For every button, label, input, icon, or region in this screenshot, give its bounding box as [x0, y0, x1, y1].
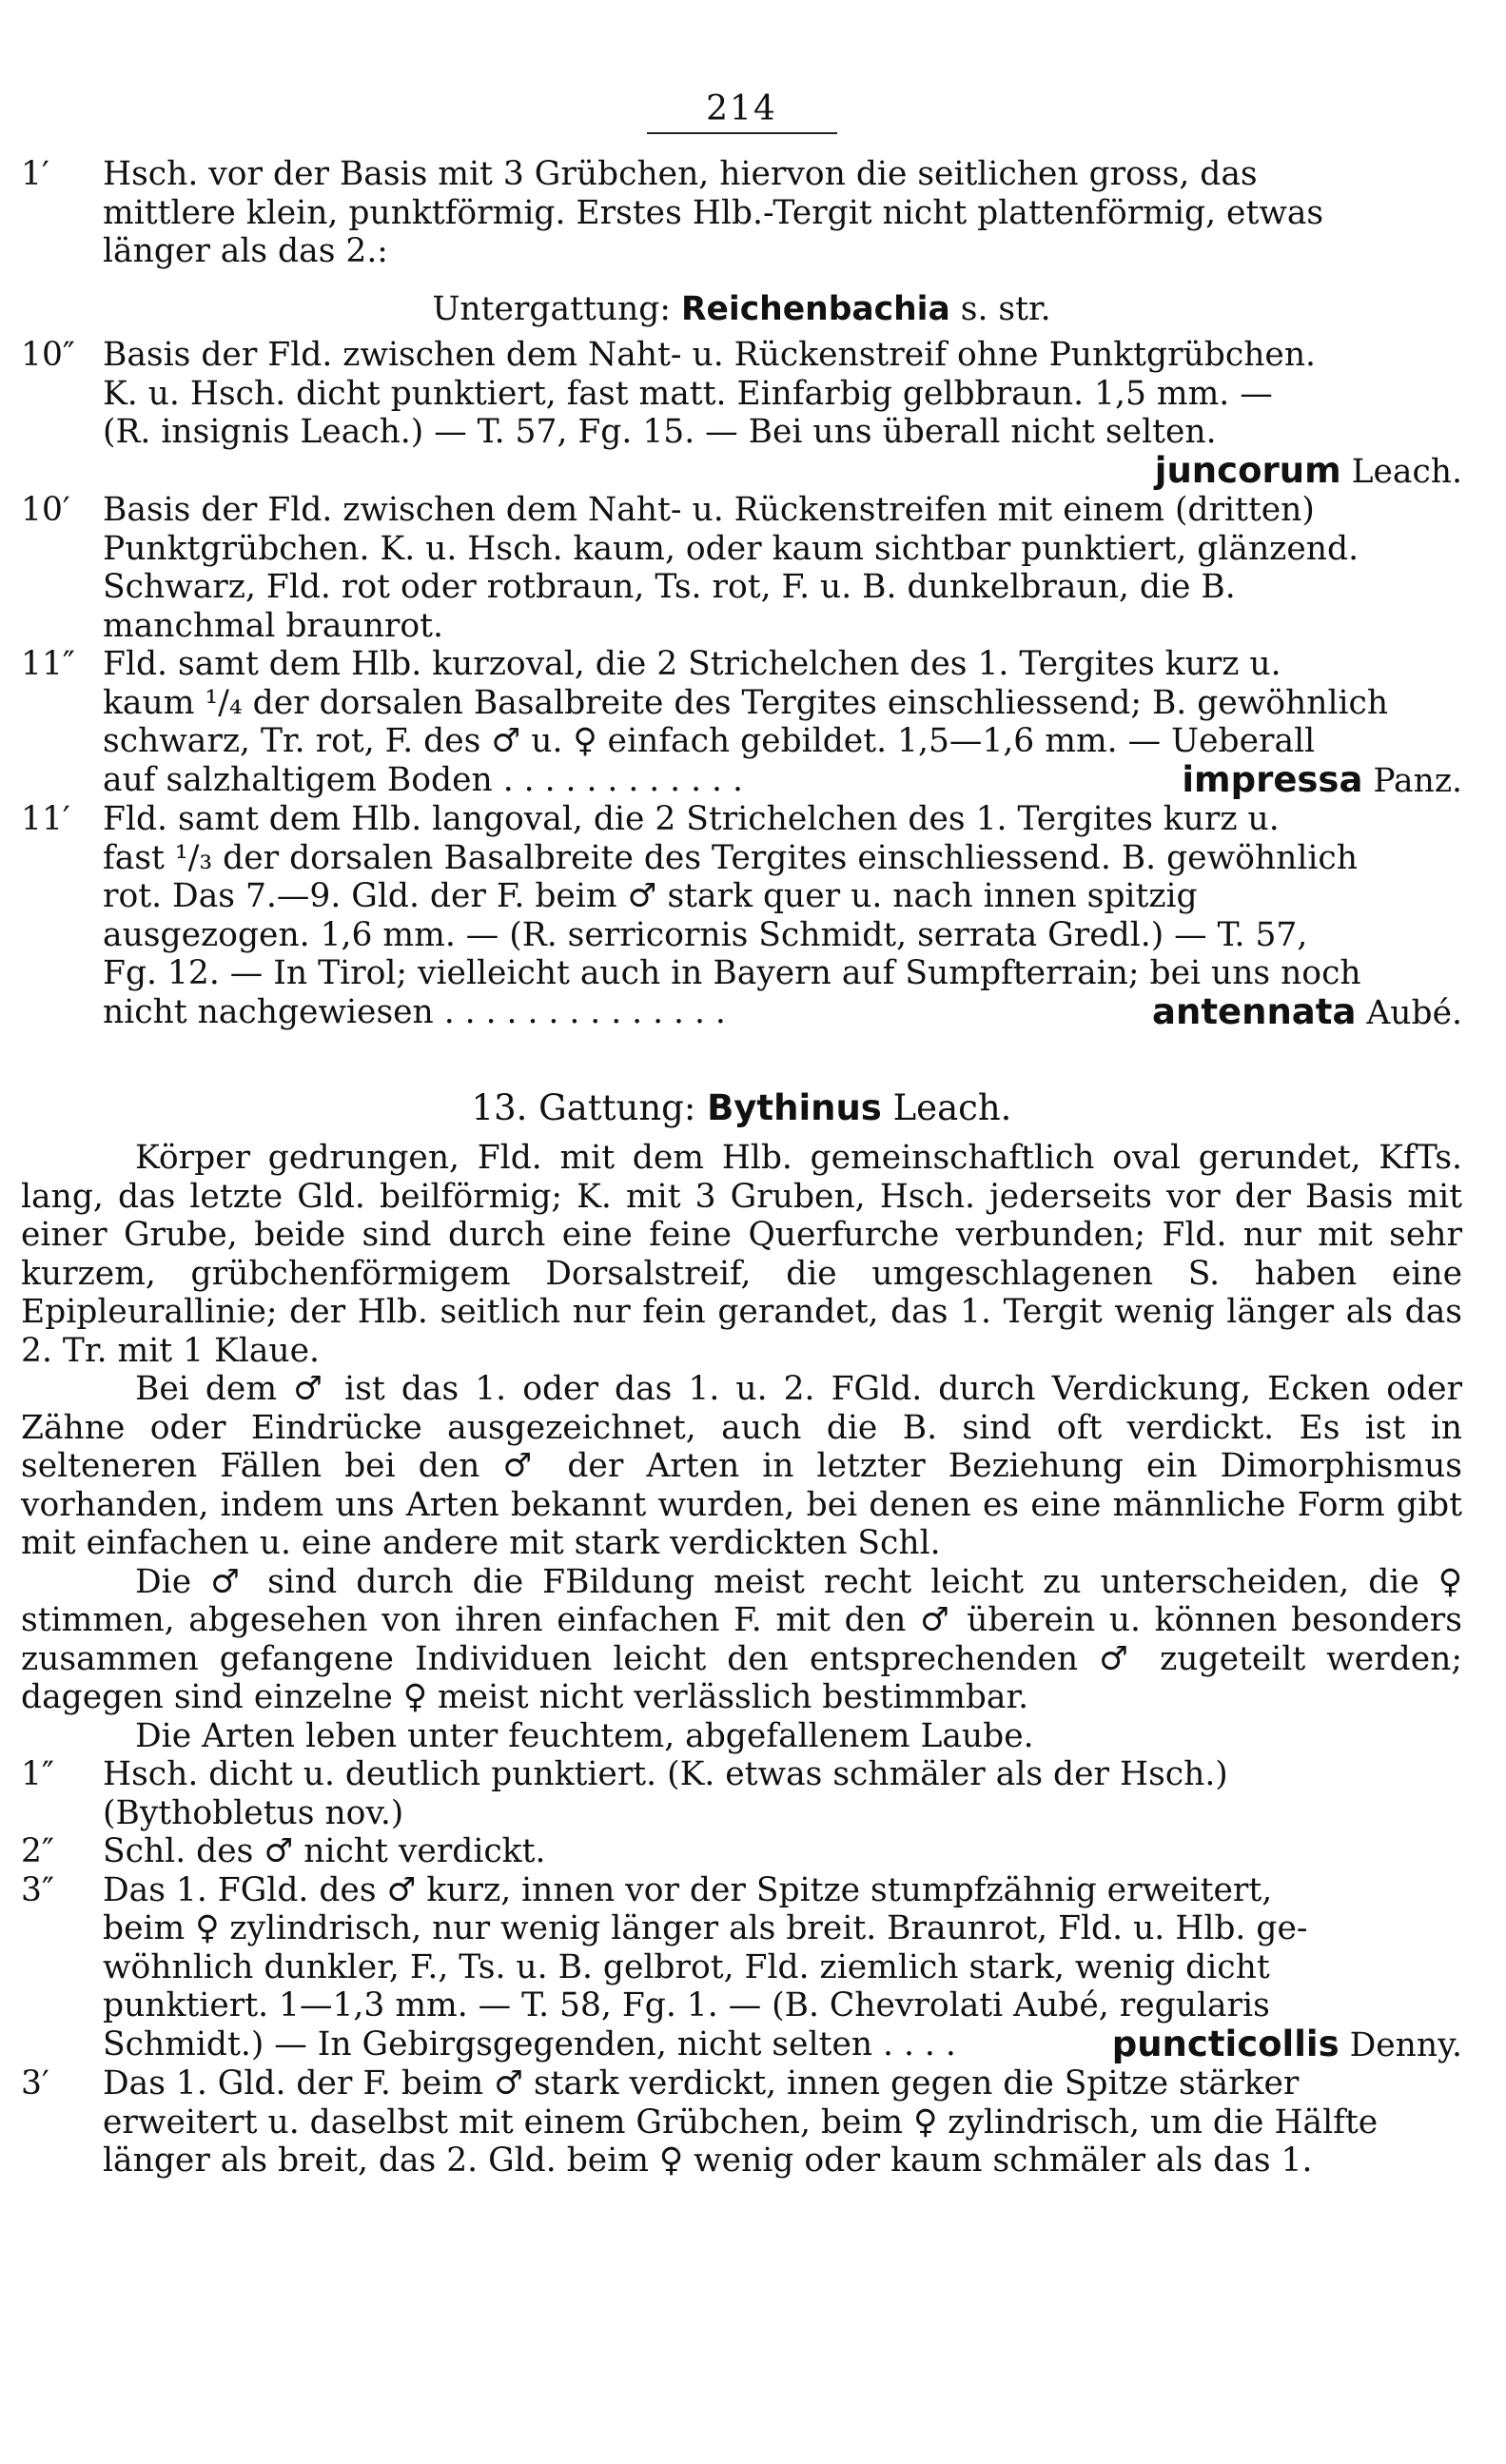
line: fast ¹/₃ der dorsalen Basalbreite des Tergites einschliessend. B. gewöhnlich: [103, 838, 1358, 877]
line: manchmal braunrot.: [103, 606, 444, 645]
species-line: [103, 758, 1462, 801]
entry-number: 10″: [21, 336, 75, 374]
species-name: juncorum: [1154, 449, 1341, 491]
description-paragraph: Bei dem ♂ ist das 1. oder das 1. u. 2. FGld. durch Verdickung, Ecken oder Zähne oder Eindrücke ausgezeichnet, auch die B. sind oft verdickt. Es ist in selteneren Fällen bei den ♂ der Arten in letzter Beziehung ein Dimorphismus vorhanden, indem uns Arten bekannt wurden, bei denen es eine männliche Form gibt mit einfachen u. eine andere mit stark verdickten Schl.: [21, 1370, 1462, 1562]
line: Fld. samt dem Hlb. kurzoval, die 2 Strichelchen des 1. Tergites kurz u.: [103, 645, 1281, 683]
line: (R. insignis Leach.) — T. 57, Fg. 15. — Bei uns überall nicht selten.: [103, 413, 1217, 451]
subgenus-name: Reichenbachia: [680, 289, 950, 328]
line: Punktgrübchen. K. u. Hsch. kaum, oder kaum sichtbar punktiert, glänzend.: [103, 529, 1359, 568]
entry-text: [103, 800, 1462, 1032]
line: rot. Das 7.—9. Gld. der F. beim ♂ stark quer u. nach innen spitzig: [103, 877, 1198, 915]
line: auf salzhaltigem Boden . . . . . . . . . . . .: [103, 760, 743, 799]
entry-number: 2″: [21, 1832, 54, 1870]
entry-number: 3′: [21, 2064, 49, 2102]
species-line: [103, 449, 1462, 492]
line: ausgezogen. 1,6 mm. — (R. serricornis Schmidt, serrata Gredl.) — T. 57,: [103, 915, 1308, 954]
line: schwarz, Tr. rot, F. des ♂ u. ♀ einfach gebildet. 1,5—1,6 mm. — Ueberall: [103, 722, 1316, 760]
line: (Bythobletus nov.): [103, 1793, 404, 1832]
page-number: 214: [647, 90, 837, 134]
species-author: Denny.: [1349, 2025, 1462, 2064]
key-entry-10-prime: [21, 491, 1462, 645]
line: länger als breit, das 2. Gld. beim ♀ wenig oder kaum schmäler als das 1.: [103, 2141, 1313, 2180]
key-entry-3-double-prime: [21, 1871, 1462, 2065]
line: Hsch. dicht u. deutlich punktiert. (K. etwas schmäler als der Hsch.): [103, 1755, 1228, 1793]
species-author: Leach.: [1351, 452, 1462, 491]
line: Hsch. vor der Basis mit 3 Grübchen, hiervon die seitlichen gross, das: [103, 155, 1258, 193]
entry-number: 10′: [21, 491, 70, 529]
species-name: impressa: [1182, 758, 1363, 800]
entry-text: [103, 1832, 1462, 1871]
line: länger als das 2.:: [103, 232, 388, 270]
line: mittlere klein, punktförmig. Erstes Hlb.-Tergit nicht plattenförmig, etwas: [103, 193, 1324, 232]
entry-number: 11″: [21, 645, 75, 683]
entry-number: 1′: [21, 155, 49, 193]
entry-text: [103, 1755, 1462, 1832]
line: Schwarz, Fld. rot oder rotbraun, Ts. rot, F. u. B. dunkelbraun, die B.: [103, 568, 1236, 606]
genus-suffix: Leach.: [892, 1087, 1012, 1128]
genus-name: Bythinus: [707, 1087, 882, 1128]
genus-heading: [21, 1087, 1462, 1129]
line: beim ♀ zylindrisch, nur wenig länger als breit. Braunrot, Fld. u. Hlb. ge-: [103, 1909, 1308, 1947]
genus-prefix: 13. Gattung:: [471, 1087, 696, 1128]
species-author: Panz.: [1373, 761, 1462, 800]
entry-text: [103, 155, 1462, 271]
line: Schmidt.) — In Gebirgsgegenden, nicht selten . . . .: [103, 2024, 956, 2063]
entry-text: [103, 336, 1462, 491]
line: Fld. samt dem Hlb. langoval, die 2 Strichelchen des 1. Tergites kurz u.: [103, 800, 1280, 838]
line: Basis der Fld. zwischen dem Naht- u. Rückenstreifen mit einem (dritten): [103, 491, 1315, 529]
line: wöhnlich dunkler, F., Ts. u. B. gelbrot, Fld. ziemlich stark, wenig dicht: [103, 1947, 1270, 1986]
description-paragraph: Die ♂ sind durch die FBildung meist recht leicht zu unterscheiden, die ♀ stimmen, abgesehen von ihren einfachen F. mit den ♂ überein u. können besonders zusammen gefangene Individuen leicht den entsprechenden ♂ zugeteilt werden; dagegen sind einzelne ♀ meist nicht verlässlich bestimmbar.: [21, 1562, 1462, 1716]
entry-number: 3″: [21, 1870, 54, 1909]
description-paragraph: Die Arten leben unter feuchtem, abgefallenem Laube.: [135, 1716, 1034, 1755]
entry-text: [103, 645, 1462, 800]
species-line: [103, 2025, 1462, 2065]
line: K. u. Hsch. dicht punktiert, fast matt. Einfarbig gelbbraun. 1,5 mm. —: [103, 374, 1273, 413]
subgenus-heading: [21, 290, 1462, 329]
key-entry-1-double-prime: [21, 1755, 1462, 1832]
line: nicht nachgewiesen . . . . . . . . . . . . . .: [103, 992, 726, 1031]
entry-text: [103, 2064, 1462, 2180]
species-author: Aubé.: [1366, 993, 1462, 1032]
key-entry-2-double-prime: [21, 1832, 1462, 1871]
line: Das 1. Gld. der F. beim ♂ stark verdickt, innen gegen die Spitze stärker: [103, 2064, 1300, 2102]
entry-text: [103, 1871, 1462, 2065]
line: erweitert u. daselbst mit einem Grübchen, beim ♀ zylindrisch, um die Hälfte: [103, 2102, 1379, 2141]
line: Schl. des ♂ nicht verdickt.: [103, 1832, 546, 1870]
line: Fg. 12. — In Tirol; vielleicht auch in Bayern auf Sumpfterrain; bei uns noch: [103, 954, 1361, 992]
subgenus-suffix: s. str.: [960, 289, 1051, 328]
species-name: antennata: [1152, 990, 1357, 1032]
entry-number: 11′: [21, 800, 70, 838]
key-entry-11-prime: [21, 800, 1462, 1032]
description-paragraph: Körper gedrungen, Fld. mit dem Hlb. gemeinschaftlich oval gerundet, KfTs. lang, das letzte Gld. beilförmig; K. mit 3 Gruben, Hsch. jederseits vor der Basis mit einer Grube, beide sind durch eine feine Querfurche verbunden; Fld. nur mit sehr kurzem, grübchenförmigem Dorsalstreif, die umgeschlagenen S. haben eine Epipleurallinie; der Hlb. seitlich nur fein gerandet, das 1. Tergit wenig länger als das 2. Tr. mit 1 Klaue.: [21, 1139, 1462, 1370]
line: Basis der Fld. zwischen dem Naht- u. Rückenstreif ohne Punktgrübchen.: [103, 336, 1317, 374]
subgenus-prefix: Untergattung:: [432, 289, 671, 328]
entry-number: 1″: [21, 1755, 54, 1793]
line: kaum ¹/₄ der dorsalen Basalbreite des Tergites einschliessend; B. gewöhnlich: [103, 683, 1389, 722]
species-name: puncticollis: [1111, 2023, 1340, 2064]
key-entry-3-prime: [21, 2064, 1462, 2180]
key-entry-10-double-prime: [21, 336, 1462, 491]
key-entry-11-double-prime: [21, 645, 1462, 800]
line: Das 1. FGld. des ♂ kurz, innen vor der Spitze stumpfzähnig erweitert,: [103, 1870, 1273, 1909]
key-entry-1-prime: [21, 155, 1462, 271]
species-line: [103, 990, 1462, 1033]
entry-text: [103, 491, 1462, 645]
line: punktiert. 1—1,3 mm. — T. 58, Fg. 1. — (B. Chevrolati Aubé, regularis: [103, 1986, 1270, 2024]
